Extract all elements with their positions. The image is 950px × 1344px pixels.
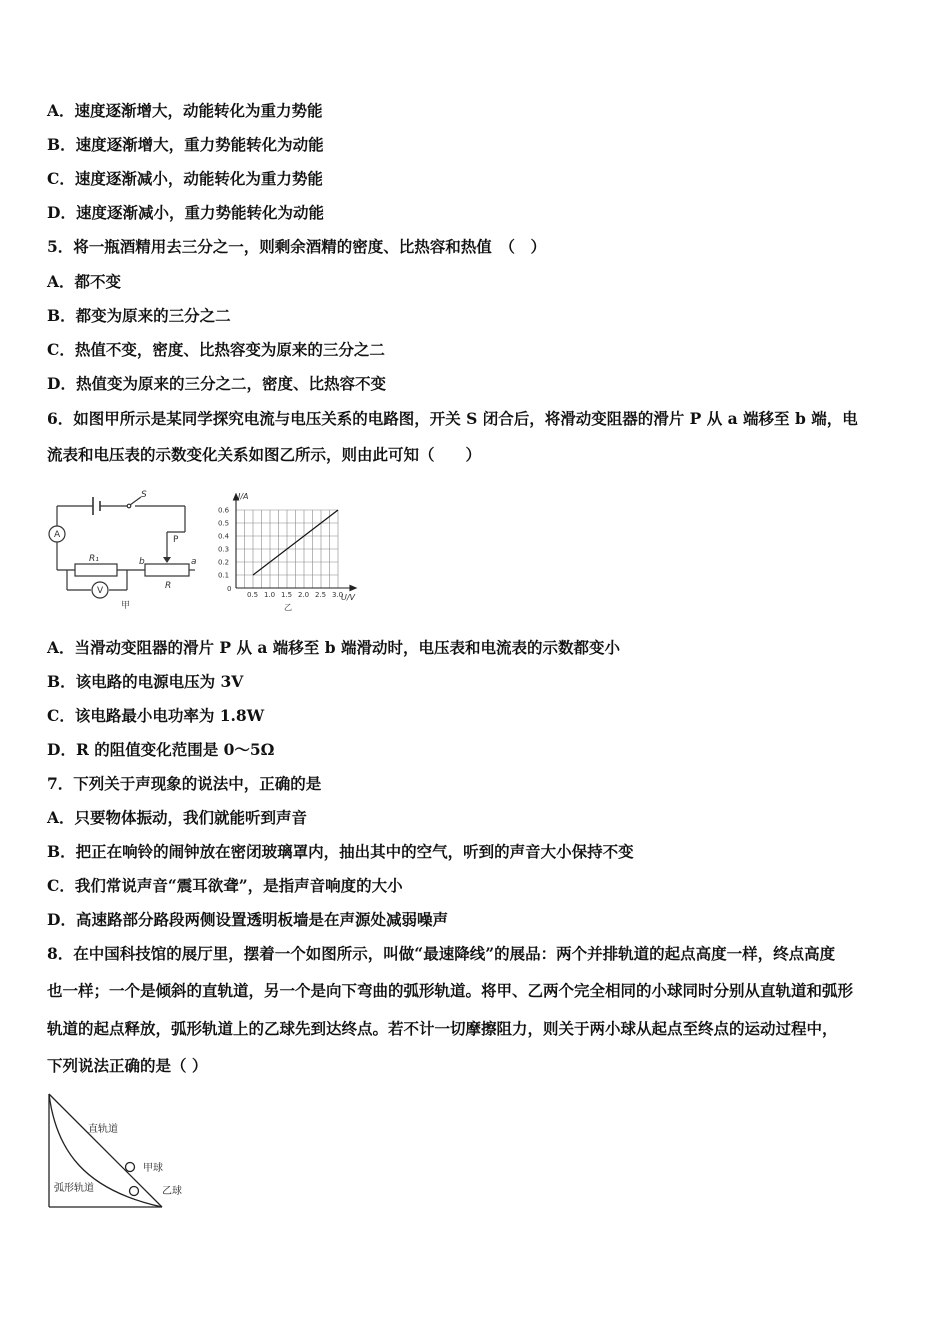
q6-option-b: B．该电路的电源电压为 3V bbox=[47, 672, 244, 691]
q4-option-b: B．速度逐渐增大，重力势能转化为动能 bbox=[47, 135, 324, 154]
x-axis-arrow bbox=[350, 586, 356, 591]
brachistochrone-figure bbox=[44, 1090, 196, 1212]
graph-xlabel: U/V bbox=[341, 593, 356, 602]
q8-stem-line3: 轨道的起点释放，弧形轨道上的乙球先到达终点。若不计一切摩擦阻力，则关于两小球从起点至终点的运动过程中， bbox=[47, 1019, 838, 1038]
q4-option-a: A．速度逐渐增大，动能转化为重力势能 bbox=[47, 101, 323, 120]
circuit-caption: 甲 bbox=[121, 601, 131, 611]
q4-option-d: D．速度逐渐减小，重力势能转化为动能 bbox=[47, 203, 324, 222]
ball-jia-label: 甲球 bbox=[143, 1163, 163, 1174]
q7-option-b: B．把正在响铃的闹钟放在密闭玻璃罩内，抽出其中的空气，听到的声音大小保持不变 bbox=[47, 842, 634, 861]
q5-option-a: A．都不变 bbox=[47, 272, 122, 291]
r1-label: R₁ bbox=[89, 554, 99, 564]
r-label: R bbox=[165, 581, 172, 591]
y-tick-label: 0.1 bbox=[218, 571, 230, 580]
y-tick-label: 0.2 bbox=[218, 558, 230, 567]
q5-option-b: B．都变为原来的三分之二 bbox=[47, 306, 231, 325]
voltmeter-label: V bbox=[97, 586, 104, 596]
switch-label: S bbox=[141, 490, 147, 500]
q5-option-c: C．热值不变，密度、比热容变为原来的三分之二 bbox=[47, 340, 385, 359]
y-tick-label: 0.3 bbox=[218, 545, 230, 554]
terminal-a-label: a bbox=[191, 557, 197, 567]
q7-stem: 7．下列关于声现象的说法中，正确的是 bbox=[47, 774, 322, 793]
q4-option-c: C．速度逐渐减小，动能转化为重力势能 bbox=[47, 169, 323, 188]
graph-origin: 0 bbox=[227, 585, 232, 593]
x-tick-label: 1.5 bbox=[281, 591, 293, 599]
q5-option-d: D．热值变为原来的三分之二，密度、比热容不变 bbox=[47, 374, 386, 393]
straight-track-label: 直轨道 bbox=[88, 1124, 118, 1135]
q8-stem-line2: 也一样；一个是倾斜的直轨道，另一个是向下弯曲的弧形轨道。将甲、乙两个完全相同的小球同时分别从直轨道和弧形 bbox=[47, 981, 854, 1000]
y-tick-label: 0.5 bbox=[218, 519, 230, 528]
x-tick-label: 0.5 bbox=[247, 591, 259, 599]
graph-caption: 乙 bbox=[284, 603, 292, 612]
q6-option-c: C．该电路最小电功率为 1.8W bbox=[47, 706, 265, 725]
q5-stem: 5．将一瓶酒精用去三分之一，则剩余酒精的密度、比热容和热值 （ ） bbox=[47, 237, 547, 256]
q6-option-d: D．R 的阻值变化范围是 0～5Ω bbox=[47, 740, 275, 759]
ammeter-label: A bbox=[54, 530, 61, 540]
x-tick-label: 2.0 bbox=[298, 591, 310, 599]
x-tick-label: 1.0 bbox=[264, 591, 276, 599]
y-tick-label: 0.4 bbox=[218, 532, 230, 541]
slider-label: P bbox=[173, 535, 179, 545]
x-tick-label: 3.0 bbox=[332, 591, 344, 599]
graph-ylabel: I/A bbox=[238, 492, 249, 501]
circuit-diagram bbox=[45, 484, 200, 612]
y-tick-label: 0.6 bbox=[218, 506, 230, 515]
ball-yi-label: 乙球 bbox=[162, 1186, 182, 1197]
q6-option-a: A．当滑动变阻器的滑片 P 从 a 端移至 b 端滑动时，电压表和电流表的示数都变小 bbox=[47, 638, 620, 657]
curved-track-label: 弧形轨道 bbox=[54, 1183, 94, 1194]
q6-stem-line1: 6．如图甲所示是某同学探究电流与电压关系的电路图，开关 S 闭合后，将滑动变阻器的滑片 P 从 a 端移至 b 端，电 bbox=[47, 409, 858, 428]
q7-option-c: C．我们常说声音“震耳欲聋”，是指声音响度的大小 bbox=[47, 876, 403, 895]
q7-option-d: D．高速路部分路段两侧设置透明板墙是在声源处减弱噪声 bbox=[47, 910, 448, 929]
x-tick-label: 2.5 bbox=[315, 591, 327, 599]
iu-graph bbox=[214, 488, 360, 612]
q8-stem-line1: 8．在中国科技馆的展厅里，摆着一个如图所示，叫做“最速降线”的展品：两个并排轨道的起点高度一样，终点高度 bbox=[47, 944, 836, 963]
q7-option-a: A．只要物体振动，我们就能听到声音 bbox=[47, 808, 308, 827]
terminal-b-label: b bbox=[139, 557, 145, 567]
q8-stem-line4: 下列说法正确的是（ ） bbox=[47, 1056, 208, 1075]
q6-stem-line2: 流表和电压表的示数变化关系如图乙所示，则由此可知（ ） bbox=[47, 445, 482, 464]
